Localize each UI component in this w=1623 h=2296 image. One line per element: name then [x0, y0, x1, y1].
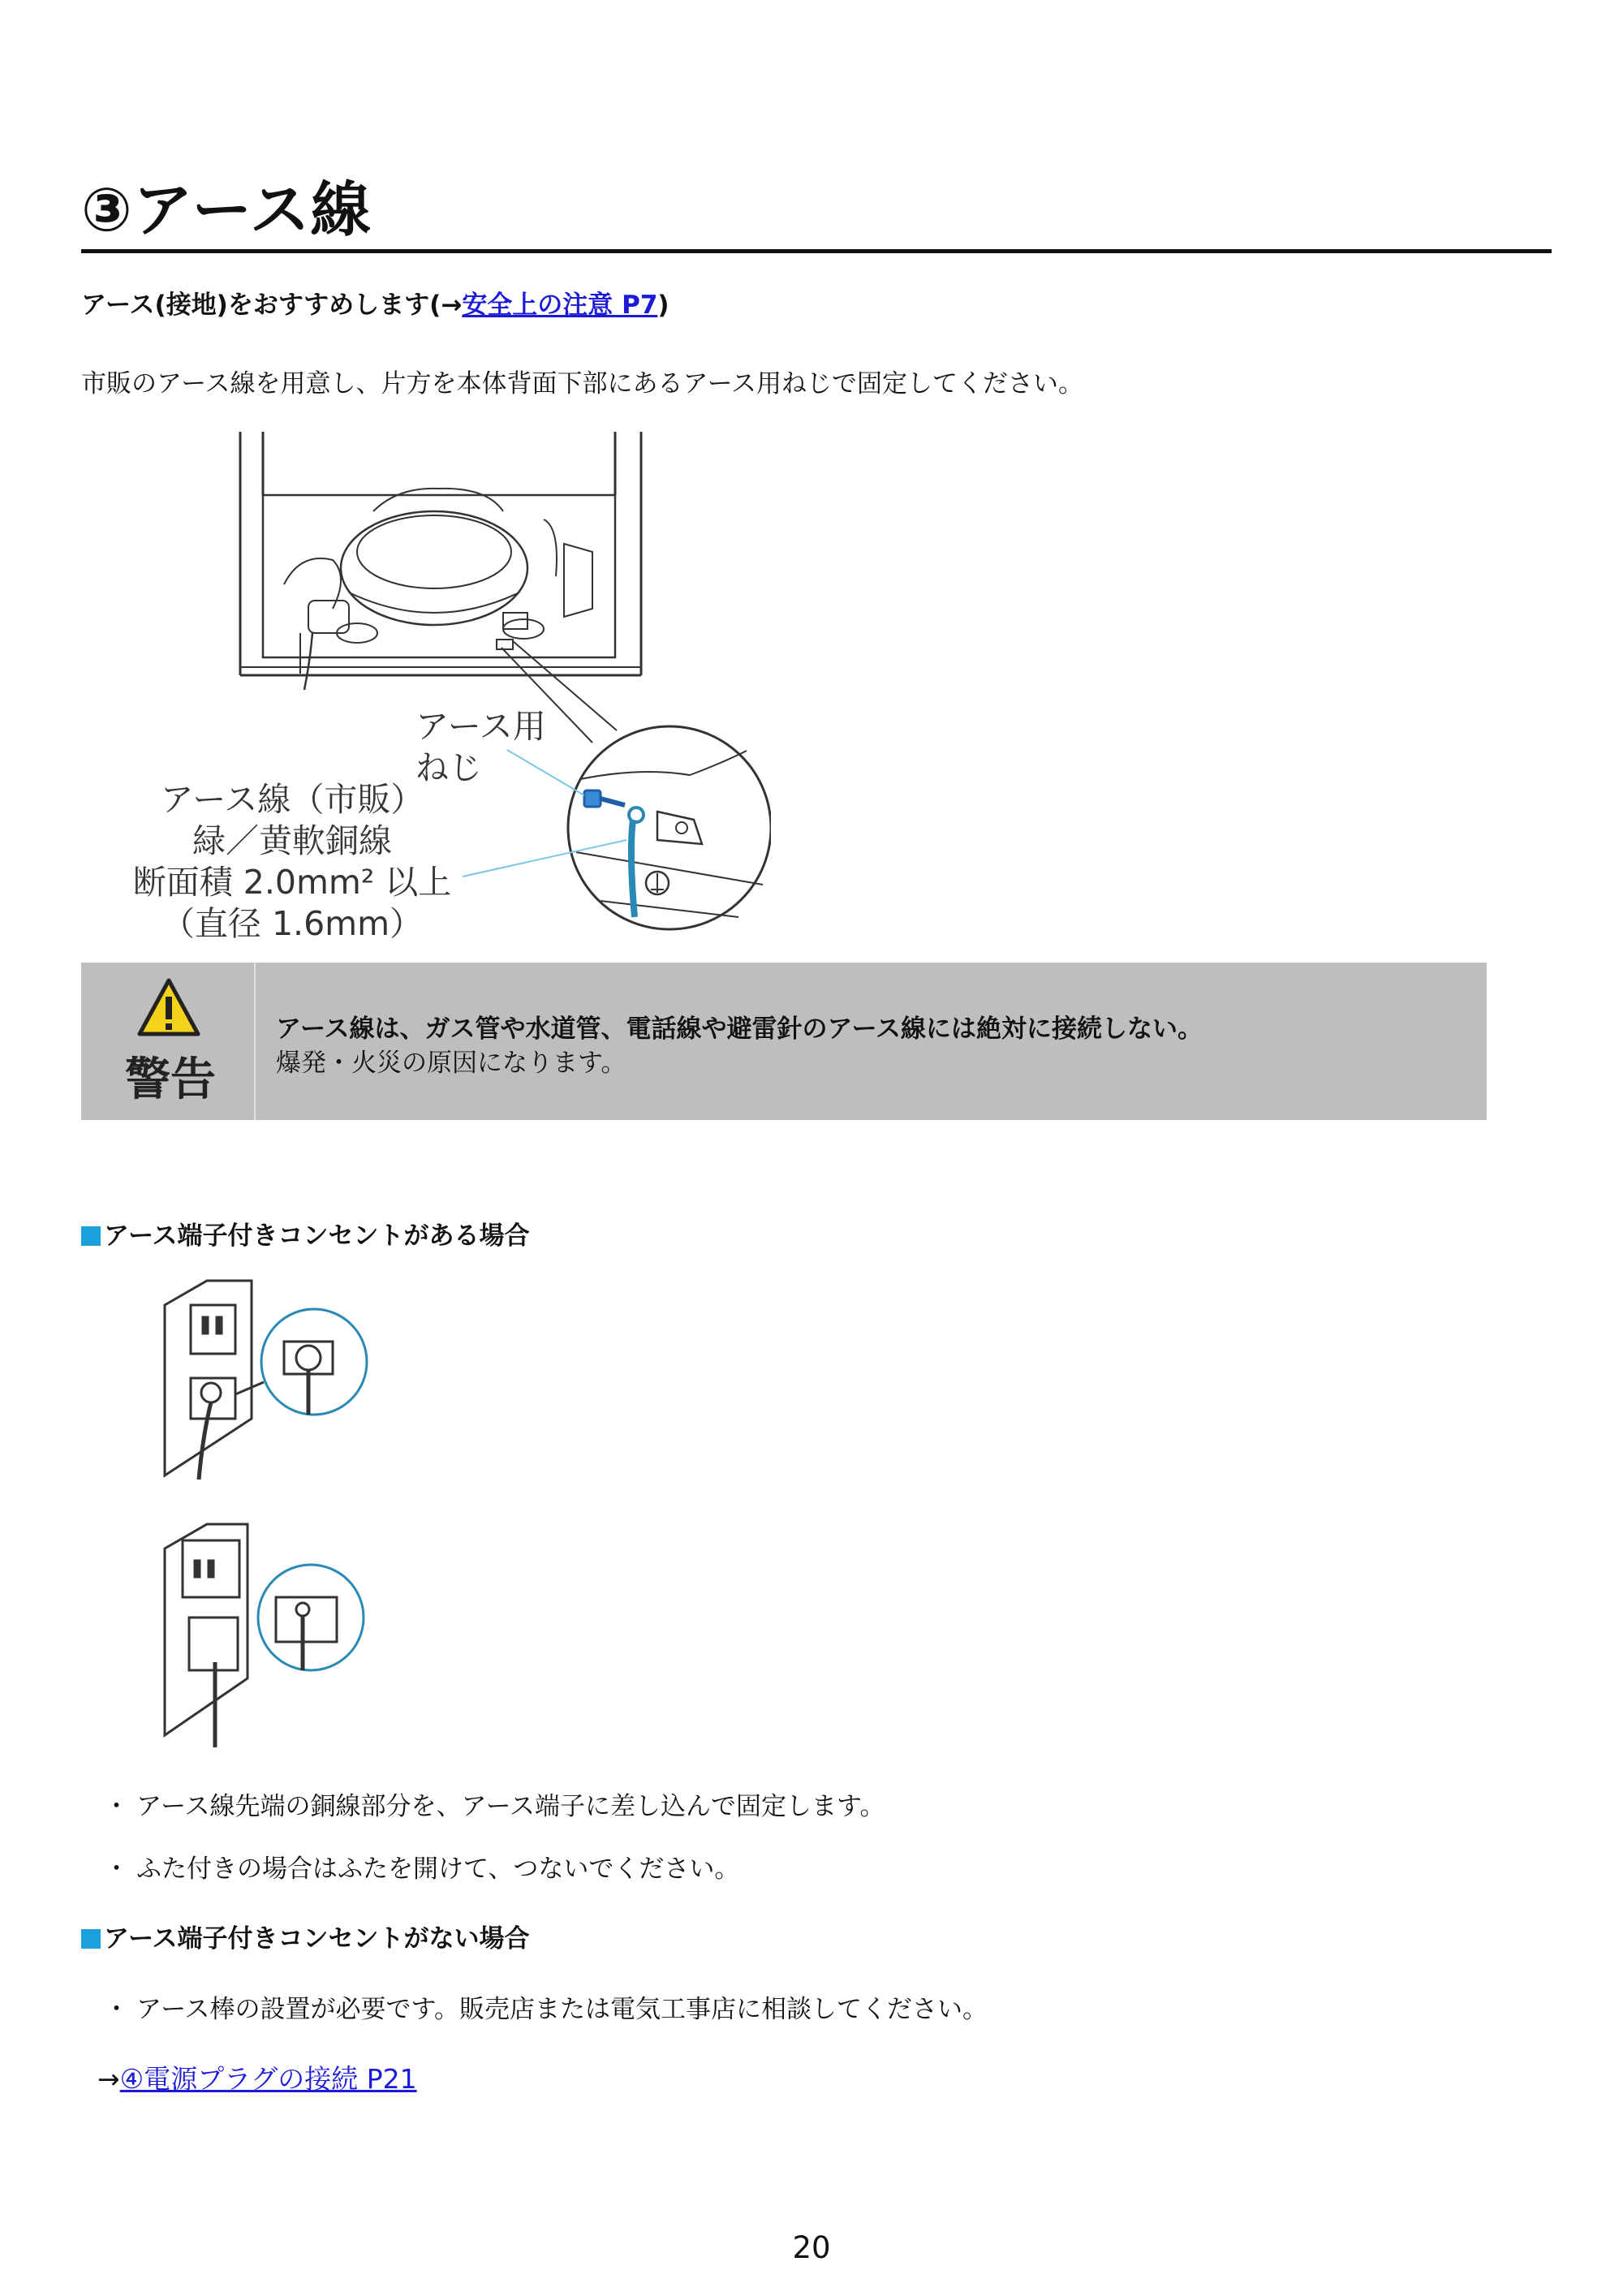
- bullet-item: [104, 1786, 885, 1822]
- bullet-dot: ・: [104, 1792, 129, 1821]
- outlet-figure-open: [158, 1273, 377, 1484]
- warning-sub-text: 爆発・火災の原因になります。: [276, 1049, 626, 1078]
- section-title: アース端子付きコンセントがある場合: [104, 1221, 530, 1251]
- section-heading-with-terminal: [81, 1215, 530, 1251]
- power-plug-link[interactable]: ④電源プラグの接続 P21: [119, 2063, 417, 2095]
- warning-main-text: アース線は、ガス管や水道管、電話線や避雷針のアース線には絶対に接続しない。: [276, 1014, 1203, 1044]
- warning-triangle-icon: [136, 977, 201, 1037]
- bullet-text: アース線先端の銅線部分を、アース端子に差し込んで固定します。: [136, 1792, 885, 1821]
- instruction-text: 市販のアース線を用意し、片方を本体背面下部にあるアース用ねじで固定してください。: [81, 369, 1084, 398]
- screw-label-line: ねじ: [415, 748, 482, 787]
- arrow-icon: →: [97, 2063, 120, 2095]
- warning-icon-panel: [81, 963, 256, 1120]
- recommend-suffix: ): [657, 291, 669, 320]
- recommend-line: [81, 284, 669, 321]
- wire-label-line: アース線（市販）: [160, 780, 424, 819]
- section-heading-without-terminal: [81, 1918, 530, 1954]
- section-marker-icon: [81, 1929, 101, 1949]
- bullet-item: [104, 1988, 988, 2025]
- next-step-line: [97, 2058, 417, 2096]
- bullet-dot: ・: [104, 1995, 129, 2024]
- outlet-figure-covered: [158, 1516, 377, 1751]
- bullet-item: [104, 1848, 739, 1885]
- title-rule: [81, 249, 1552, 253]
- bullet-text: アース棒の設置が必要です。販売店または電気工事店に相談してください。: [136, 1995, 988, 2024]
- bullet-dot: ・: [104, 1854, 129, 1884]
- page-title: ③アース線: [81, 175, 372, 245]
- safety-link[interactable]: 安全上の注意 P7: [462, 291, 658, 320]
- wire-label-line: （直径 1.6mm）: [161, 904, 424, 943]
- warning-word: 警告: [125, 1053, 216, 1106]
- section-marker-icon: [81, 1226, 101, 1246]
- recommend-prefix: アース(接地)をおすすめします(→: [81, 291, 463, 320]
- wire-label-line: 緑／黄軟銅線: [192, 821, 392, 860]
- warning-box: [81, 963, 1487, 1120]
- page-number: 20: [792, 2230, 831, 2265]
- section-title: アース端子付きコンセントがない場合: [104, 1924, 530, 1954]
- wire-label-line: 断面積 2.0mm² 以上: [132, 863, 452, 902]
- screw-label-line: アース用: [415, 707, 546, 746]
- screw-label: [415, 706, 546, 789]
- bullet-text: ふた付きの場合はふたを開けて、つないでください。: [136, 1854, 740, 1884]
- wire-label: [130, 779, 454, 945]
